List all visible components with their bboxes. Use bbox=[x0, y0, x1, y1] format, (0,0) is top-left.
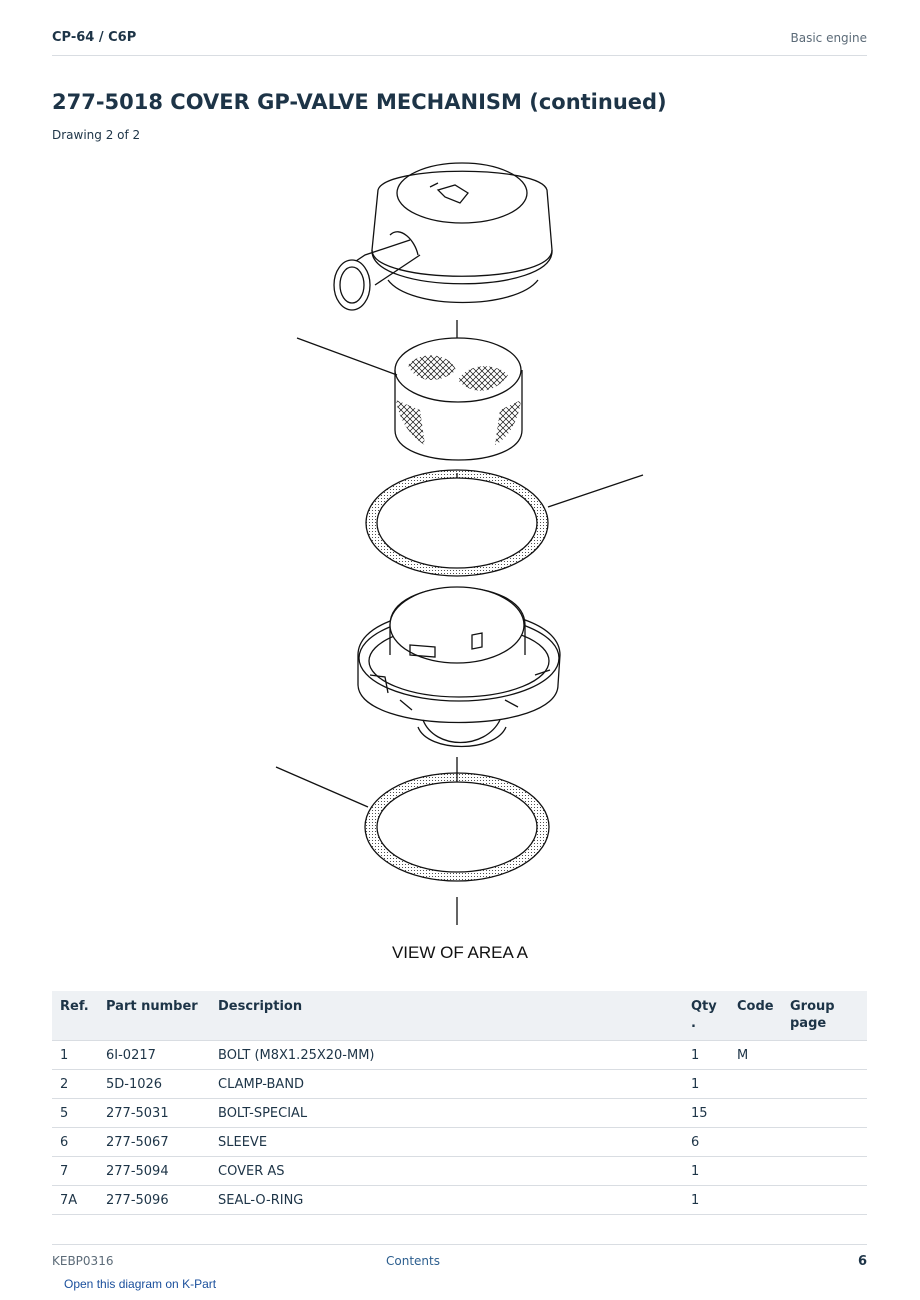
cell-code bbox=[729, 1157, 782, 1186]
cell-qty: 1 bbox=[683, 1070, 729, 1099]
cell-qty: 6 bbox=[683, 1128, 729, 1157]
cell-ref: 2 bbox=[52, 1070, 98, 1099]
cell-part: 277-5031 bbox=[98, 1099, 210, 1128]
cell-group bbox=[782, 1070, 867, 1099]
open-in-kpart-link[interactable]: Open this diagram on K-Part bbox=[64, 1277, 217, 1291]
parts-table bbox=[52, 991, 867, 1215]
col-desc-header: Description bbox=[210, 991, 683, 1041]
cell-desc: BOLT-SPECIAL bbox=[210, 1099, 683, 1128]
cell-group bbox=[782, 1041, 867, 1070]
cell-qty: 1 bbox=[683, 1157, 729, 1186]
title-main: 277-5018 COVER GP-VALVE MECHANISM bbox=[52, 90, 522, 114]
cell-group bbox=[782, 1157, 867, 1186]
upper-seal-ring-part bbox=[366, 470, 643, 576]
cell-code bbox=[729, 1186, 782, 1215]
drawing-caption: VIEW OF AREA A bbox=[391, 943, 529, 962]
qty-header-line1: Qty bbox=[691, 999, 717, 1014]
breather-cover-part bbox=[334, 163, 552, 310]
cell-desc: SEAL-O-RING bbox=[210, 1186, 683, 1215]
cell-desc: BOLT (M8X1.25X20-MM) bbox=[210, 1041, 683, 1070]
col-ref-header: Ref. bbox=[52, 991, 98, 1041]
document-id: KEBP0316 bbox=[52, 1254, 114, 1268]
cell-group bbox=[782, 1128, 867, 1157]
cell-qty: 1 bbox=[683, 1041, 729, 1070]
valve-body-part bbox=[358, 587, 560, 747]
qty-header-line2: . bbox=[691, 1016, 696, 1031]
table-row bbox=[52, 1186, 867, 1215]
table-row bbox=[52, 1099, 867, 1128]
cell-part: 6I-0217 bbox=[98, 1041, 210, 1070]
title-suffix: (continued) bbox=[521, 90, 667, 114]
drawing-subtitle: Drawing 2 of 2 bbox=[52, 128, 141, 142]
cell-part: 277-5094 bbox=[98, 1157, 210, 1186]
cell-qty: 1 bbox=[683, 1186, 729, 1215]
cell-ref: 7A bbox=[52, 1186, 98, 1215]
exploded-parts-drawing bbox=[260, 155, 660, 935]
cell-part: 277-5067 bbox=[98, 1128, 210, 1157]
table-row bbox=[52, 1157, 867, 1186]
col-group-header bbox=[782, 991, 867, 1041]
model-label: CP-64 / C6P bbox=[52, 30, 137, 45]
cell-desc: CLAMP-BAND bbox=[210, 1070, 683, 1099]
cell-qty: 15 bbox=[683, 1099, 729, 1128]
page-title bbox=[52, 90, 667, 114]
cell-part: 277-5096 bbox=[98, 1186, 210, 1215]
cell-ref: 6 bbox=[52, 1128, 98, 1157]
page-number: 6 bbox=[857, 1254, 867, 1269]
cell-ref: 1 bbox=[52, 1041, 98, 1070]
col-part-header: Part number bbox=[98, 991, 210, 1041]
table-row bbox=[52, 1041, 867, 1070]
cell-code bbox=[729, 1070, 782, 1099]
cell-ref: 5 bbox=[52, 1099, 98, 1128]
cell-desc: COVER AS bbox=[210, 1157, 683, 1186]
table-row bbox=[52, 1070, 867, 1099]
cell-desc: SLEEVE bbox=[210, 1128, 683, 1157]
col-qty-header bbox=[683, 991, 729, 1041]
group-header-line1: Group bbox=[790, 999, 835, 1014]
cell-part: 5D-1026 bbox=[98, 1070, 210, 1099]
cell-code bbox=[729, 1099, 782, 1128]
cell-ref: 7 bbox=[52, 1157, 98, 1186]
table-row bbox=[52, 1128, 867, 1157]
cell-code bbox=[729, 1128, 782, 1157]
lower-seal-ring-part bbox=[276, 767, 549, 881]
cell-group bbox=[782, 1099, 867, 1128]
col-code-header: Code bbox=[729, 991, 782, 1041]
group-header-line2: page bbox=[790, 1016, 827, 1031]
page-header bbox=[52, 28, 867, 56]
section-label: Basic engine bbox=[790, 31, 867, 45]
cell-group bbox=[782, 1186, 867, 1215]
table-header-row bbox=[52, 991, 867, 1041]
filter-element-part bbox=[297, 338, 522, 460]
contents-link[interactable]: Contents bbox=[386, 1254, 440, 1268]
page-footer bbox=[52, 1244, 867, 1274]
cell-code: M bbox=[729, 1041, 782, 1070]
